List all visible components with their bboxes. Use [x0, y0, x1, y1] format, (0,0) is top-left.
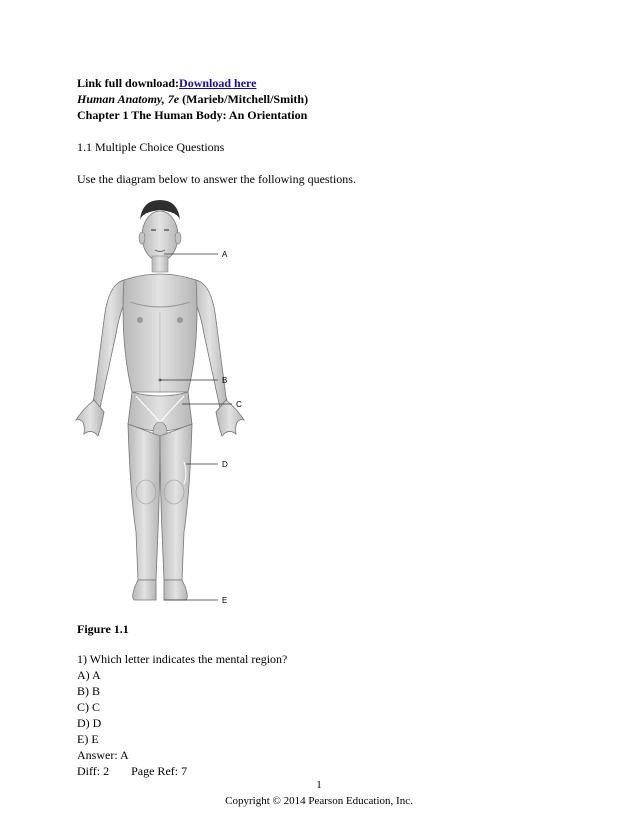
figure-label-a: A — [222, 250, 228, 259]
difficulty-text: Diff: 2 — [77, 764, 110, 778]
option-a: A) A — [77, 668, 101, 682]
diff-pageref-line — [77, 764, 187, 778]
figure-label-e: E — [222, 596, 228, 605]
chapter-title: Chapter 1 The Human Body: An Orientation — [77, 108, 308, 122]
answer-text: Answer: A — [77, 748, 129, 762]
link-prefix: Link full download: — [77, 76, 180, 90]
figure-label-d: D — [222, 460, 228, 469]
copyright-notice: Copyright © 2014 Pearson Education, Inc. — [225, 795, 413, 807]
instructions-text: Use the diagram below to answer the following questions. — [77, 172, 356, 186]
download-line — [77, 76, 257, 90]
section-heading: 1.1 Multiple Choice Questions — [77, 140, 225, 154]
question-text: 1) Which letter indicates the mental region? — [77, 652, 288, 666]
option-d: D) D — [77, 716, 102, 730]
option-b: B) B — [77, 684, 101, 698]
book-authors: (Marieb/Mitchell/Smith) — [179, 92, 309, 106]
human-body-figure — [76, 200, 244, 600]
figure-label-b: B — [222, 376, 228, 385]
anatomy-figure — [60, 192, 260, 612]
page-number: 1 — [316, 779, 322, 791]
book-title: Human Anatomy, 7e — [77, 92, 180, 106]
option-c: C) C — [77, 700, 101, 714]
figure-caption: Figure 1.1 — [77, 622, 129, 636]
page-ref-text: Page Ref: 7 — [131, 764, 188, 778]
figure-label-c: C — [236, 400, 242, 409]
option-e: E) E — [77, 732, 99, 746]
book-line — [77, 92, 308, 106]
download-link[interactable]: Download here — [179, 76, 257, 90]
